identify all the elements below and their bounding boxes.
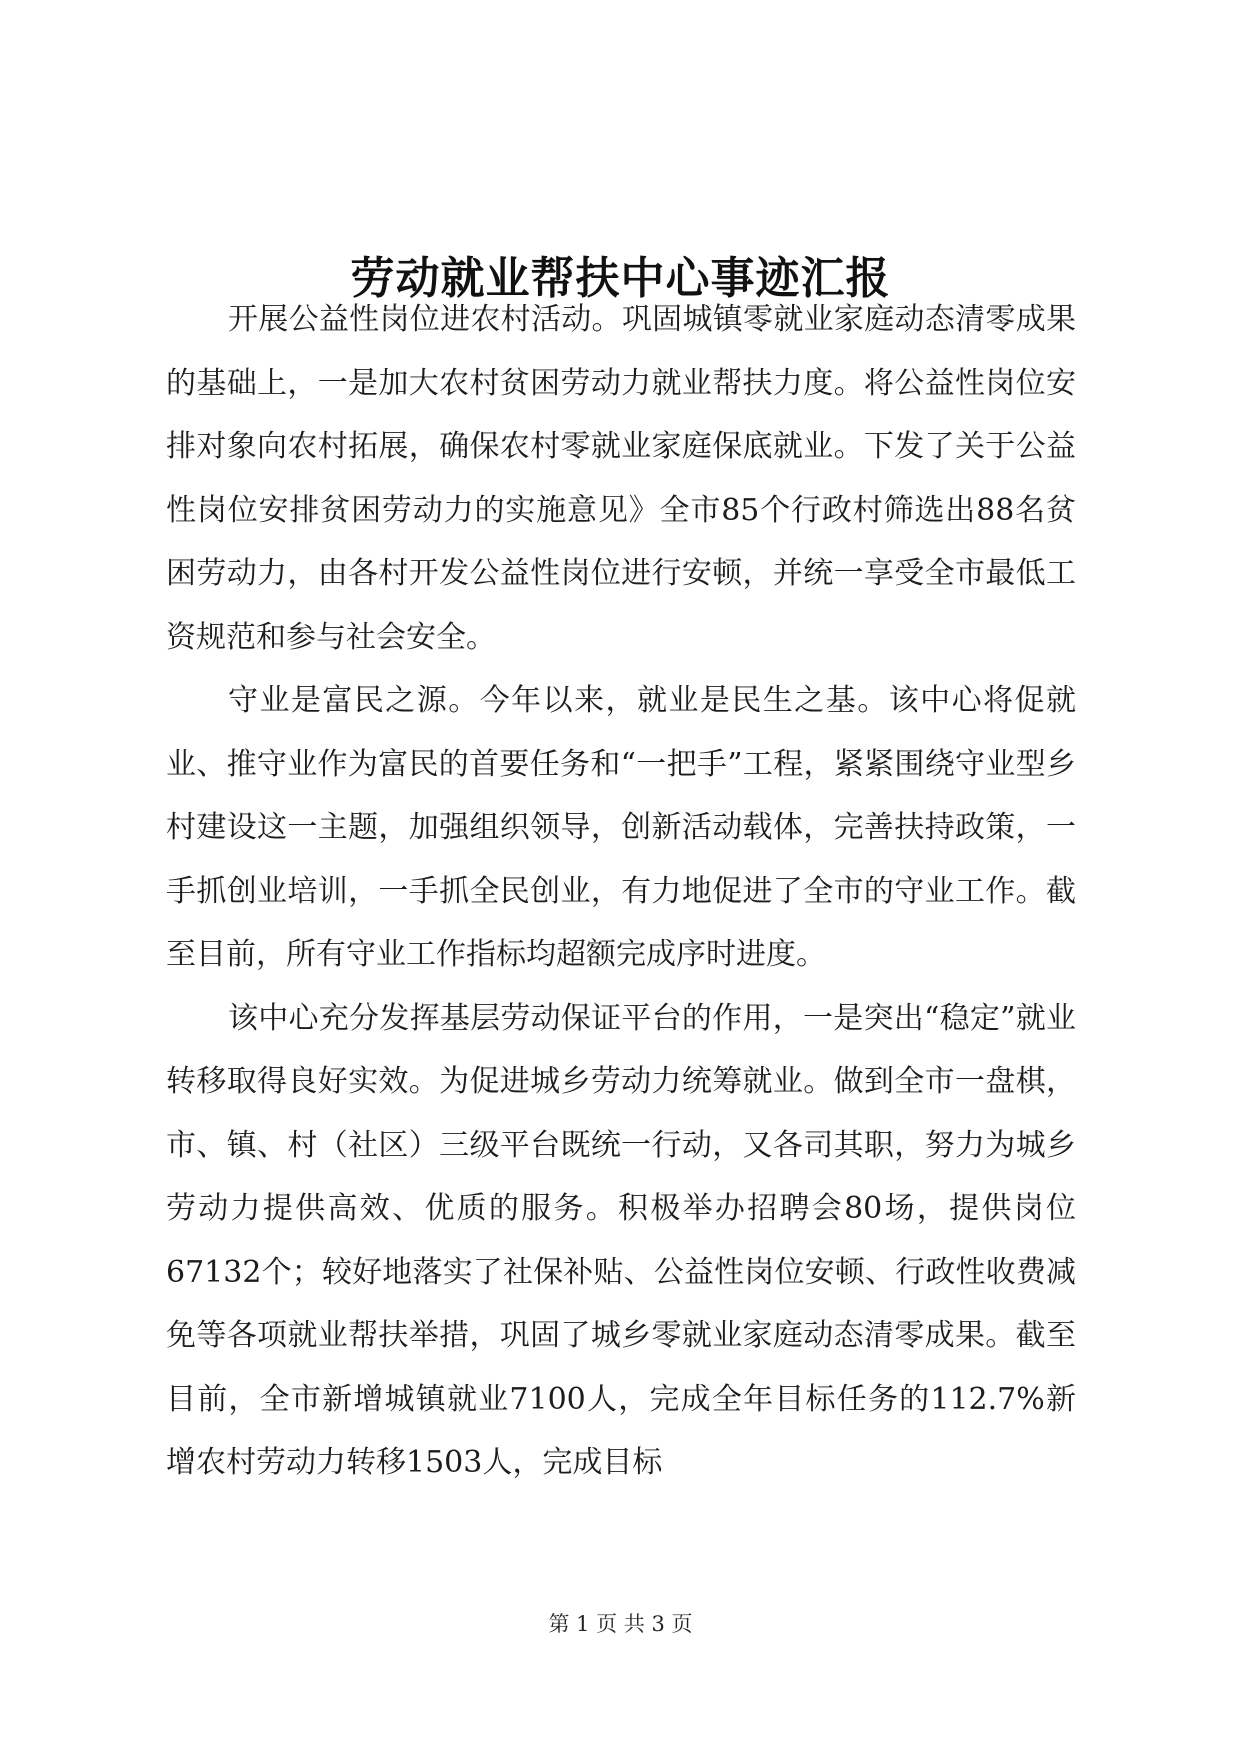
paragraph-1: 开展公益性岗位进农村活动。巩固城镇零就业家庭动态清零成果的基础上，一是加大农村贫困劳动力就业帮扶力度。将公益性岗位安排对象向农村拓展，确保农村零就业家庭保底就业。下发了关于公益性岗位安排贫困劳动力的实施意见》全市85个行政村筛选出88名贫困劳动力，由各村开发公益性岗位进行安顿，并统一享受全市最低工资规范和参与社会安全。 <box>166 302 1076 655</box>
paragraph-2: 守业是富民之源。今年以来，就业是民生之基。该中心将促就业、推守业作为富民的首要任务和“一把手”工程，紧紧围绕守业型乡村建设这一主题，加强组织领导，创新活动载体，完善扶持政策，一手抓创业培训，一手抓全民创业，有力地促进了全市的守业工作。截至目前，所有守业工作指标均超额完成序时进度。 <box>166 683 1076 972</box>
document-title: 劳动就业帮扶中心事迹汇报 <box>350 253 891 305</box>
document-body <box>166 288 1076 1495</box>
page-number-footer: 第 1 页 共 3 页 <box>548 1612 693 1636</box>
paragraph-3: 该中心充分发挥基层劳动保证平台的作用，一是突出“稳定”就业转移取得良好实效。为促进城乡劳动力统筹就业。做到全市一盘棋，市、镇、村（社区）三级平台既统一行动，又各司其职，努力为城乡劳动力提供高效、优质的服务。积极举办招聘会80场，提供岗位67132个；较好地落实了社保补贴、公益性岗位安顿、行政性收费减免等各项就业帮扶举措，巩固了城乡零就业家庭动态清零成果。截至目前，全市新增城镇就业7100人，完成全年目标任务的112.7%新增农村劳动力转移1503人，完成目标 <box>166 1000 1076 1480</box>
